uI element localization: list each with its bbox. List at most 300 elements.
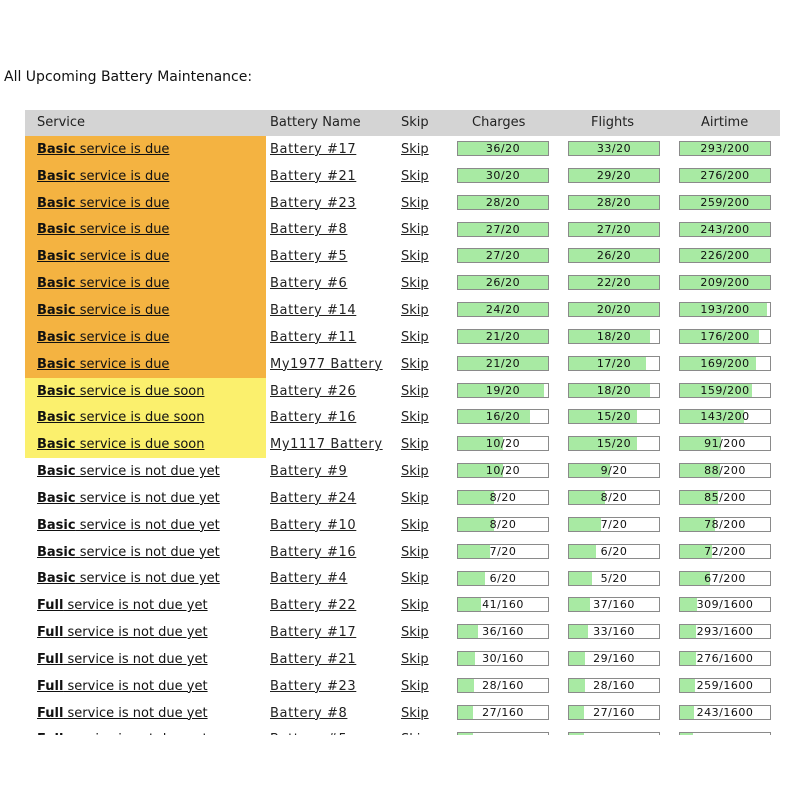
table-header <box>25 110 780 136</box>
service-type: Basic <box>37 490 76 506</box>
service-link[interactable] <box>37 169 169 184</box>
table-row <box>25 270 780 297</box>
charges-value: 6/20 <box>489 571 517 585</box>
airtime-value: 259/200 <box>700 195 750 209</box>
service-status: service is due <box>75 141 170 157</box>
battery-name-cell <box>270 566 347 593</box>
service-status: service is due <box>75 195 170 211</box>
service-cell <box>25 512 266 539</box>
table-row <box>25 673 780 700</box>
service-link[interactable] <box>37 142 169 157</box>
airtime-bar <box>679 356 771 371</box>
charges-value: 30/160 <box>482 652 524 666</box>
flights-value: 29/160 <box>593 652 635 666</box>
flights-bar <box>568 490 660 505</box>
charges-value: 19/20 <box>485 383 521 397</box>
flights-value: 29/20 <box>596 168 632 182</box>
service-status: service is due <box>75 302 170 318</box>
airtime-bar <box>679 517 771 532</box>
table-row <box>25 539 780 566</box>
skip-link[interactable]: Skip <box>401 249 429 265</box>
skip-cell <box>401 512 429 539</box>
airtime-value: 276/1600 <box>696 652 754 666</box>
charges-bar <box>457 383 549 398</box>
header-skip: Skip <box>401 115 429 130</box>
battery-name-cell <box>270 217 347 244</box>
service-link[interactable] <box>37 249 169 264</box>
charges-bar <box>457 302 549 317</box>
airtime-value: 143/200 <box>700 410 750 424</box>
service-status: service is not due yet <box>63 705 208 721</box>
flights-bar <box>568 356 660 371</box>
service-status: service is due <box>75 249 170 265</box>
flights-bar <box>568 436 660 451</box>
battery-name-cell <box>270 404 356 431</box>
skip-cell <box>401 592 429 619</box>
charges-bar <box>457 356 549 371</box>
flights-bar <box>568 624 660 639</box>
service-type: Full <box>37 598 64 614</box>
airtime-value: 85/200 <box>704 490 746 504</box>
service-type: Basic <box>37 356 76 372</box>
service-link[interactable] <box>37 410 204 425</box>
flights-value: 37/160 <box>593 598 635 612</box>
service-cell <box>25 351 266 378</box>
airtime-value: 88/200 <box>704 464 746 478</box>
battery-name-cell <box>270 163 356 190</box>
skip-cell <box>401 673 429 700</box>
skip-cell <box>401 404 429 431</box>
table-row <box>25 378 780 405</box>
charges-bar <box>457 705 549 720</box>
battery-name-cell <box>270 297 356 324</box>
skip-link[interactable]: Skip <box>401 168 429 184</box>
battery-name-cell <box>270 619 356 646</box>
service-status: service is not due yet <box>75 517 220 533</box>
battery-name-cell <box>270 324 356 351</box>
battery-link[interactable]: Battery #16 <box>270 544 357 560</box>
charges-bar <box>457 141 549 156</box>
skip-cell <box>401 378 429 405</box>
charges-value: 30/20 <box>485 168 521 182</box>
battery-link[interactable]: Battery #17 <box>270 625 357 641</box>
flights-value: 33/20 <box>596 142 632 155</box>
airtime-bar <box>679 651 771 666</box>
table-row <box>25 243 780 270</box>
header-service: Service <box>37 115 86 130</box>
battery-name-cell <box>270 646 356 673</box>
service-type: Full <box>37 625 64 641</box>
table-row <box>25 592 780 619</box>
service-status: service is due <box>75 168 170 184</box>
charges-value: 21/20 <box>485 356 521 370</box>
service-status: service is due soon <box>75 410 205 426</box>
maintenance-table <box>25 110 780 735</box>
table-row <box>25 163 780 190</box>
flights-bar <box>568 329 660 344</box>
service-cell <box>25 163 266 190</box>
service-type: Basic <box>37 410 76 426</box>
battery-name-cell <box>270 243 347 270</box>
service-cell <box>25 297 266 324</box>
charges-value: 28/160 <box>482 678 524 692</box>
table-row <box>25 431 780 458</box>
skip-link[interactable]: Skip <box>401 437 429 453</box>
flights-bar <box>568 597 660 612</box>
airtime-value: 193/200 <box>700 303 750 317</box>
service-status: service is due <box>75 276 170 292</box>
service-cell <box>25 431 266 458</box>
airtime-value: 209/200 <box>700 276 750 290</box>
service-link[interactable] <box>37 545 220 560</box>
service-type: Basic <box>37 249 76 265</box>
flights-value: 9/20 <box>600 464 628 478</box>
service-link[interactable] <box>37 222 169 237</box>
page-title: All Upcoming Battery Maintenance: <box>4 69 253 85</box>
airtime-value: 276/200 <box>700 168 750 182</box>
skip-link[interactable]: Skip <box>401 141 429 157</box>
battery-link[interactable]: Battery #24 <box>270 490 357 506</box>
battery-name-cell <box>270 485 356 512</box>
service-link[interactable] <box>37 625 208 640</box>
airtime-bar <box>679 302 771 317</box>
battery-name-cell <box>270 270 347 297</box>
skip-link[interactable]: Skip <box>401 464 429 480</box>
service-link[interactable] <box>37 437 204 452</box>
skip-cell <box>401 297 429 324</box>
table-row <box>25 324 780 351</box>
skip-link[interactable]: Skip <box>401 625 429 641</box>
service-cell <box>25 673 266 700</box>
skip-link[interactable]: Skip <box>401 410 429 426</box>
charges-bar <box>457 678 549 693</box>
service-type: Basic <box>37 383 76 399</box>
airtime-bar <box>679 141 771 156</box>
airtime-value: 159/200 <box>700 383 750 397</box>
table-row <box>25 458 780 485</box>
charges-bar <box>457 651 549 666</box>
service-link[interactable] <box>37 598 208 613</box>
service-link[interactable] <box>37 330 169 345</box>
service-type: Basic <box>37 276 76 292</box>
header-battery-name: Battery Name <box>270 115 361 130</box>
charges-bar <box>457 624 549 639</box>
airtime-bar <box>679 544 771 559</box>
skip-cell <box>401 270 429 297</box>
battery-link[interactable]: Battery #23 <box>270 195 357 211</box>
battery-link[interactable]: Battery #21 <box>270 651 357 667</box>
service-link[interactable] <box>37 196 169 211</box>
flights-value: 22/20 <box>596 276 632 290</box>
skip-cell <box>401 619 429 646</box>
airtime-bar <box>679 195 771 210</box>
service-type: Basic <box>37 168 76 184</box>
skip-link[interactable]: Skip <box>401 705 429 721</box>
charges-value: 41/160 <box>482 598 524 612</box>
service-cell <box>25 485 266 512</box>
charges-value: 8/20 <box>489 490 517 504</box>
airtime-bar <box>679 678 771 693</box>
service-cell <box>25 243 266 270</box>
flights-value: 17/20 <box>596 356 632 370</box>
flights-bar <box>568 383 660 398</box>
skip-cell <box>401 485 429 512</box>
service-link[interactable] <box>37 491 220 506</box>
charges-bar <box>457 168 549 183</box>
service-cell <box>25 190 266 217</box>
battery-name-cell <box>270 592 356 619</box>
skip-link[interactable]: Skip <box>401 544 429 560</box>
service-status: service is due soon <box>75 383 205 399</box>
service-type: Basic <box>37 464 76 480</box>
service-cell <box>25 566 266 593</box>
airtime-bar <box>679 409 771 424</box>
flights-bar <box>568 409 660 424</box>
flights-value: 27/160 <box>593 705 635 719</box>
table-row <box>25 297 780 324</box>
service-link[interactable] <box>37 571 220 586</box>
skip-link[interactable]: Skip <box>401 383 429 399</box>
airtime-bar <box>679 571 771 586</box>
service-status: service is not due yet <box>63 625 208 641</box>
airtime-value: 67/200 <box>704 571 746 585</box>
flights-value: 28/20 <box>596 195 632 209</box>
header-flights: Flights <box>591 115 635 130</box>
charges-value: 24/20 <box>485 303 521 317</box>
service-status: service is due <box>75 356 170 372</box>
service-link[interactable] <box>37 303 169 318</box>
battery-link[interactable]: My1117 Battery <box>270 437 383 453</box>
airtime-value: 72/200 <box>704 544 746 558</box>
viewport-cutoff <box>0 735 800 800</box>
table-row <box>25 404 780 431</box>
service-status: service is not due yet <box>63 678 208 694</box>
battery-link[interactable]: Battery #21 <box>270 168 357 184</box>
service-cell <box>25 592 266 619</box>
service-cell <box>25 539 266 566</box>
skip-link[interactable]: Skip <box>401 329 429 345</box>
service-status: service is due <box>75 222 170 238</box>
battery-link[interactable]: Battery #8 <box>270 705 348 721</box>
header-charges: Charges <box>472 115 526 130</box>
skip-link[interactable]: Skip <box>401 517 429 533</box>
service-type: Basic <box>37 571 76 587</box>
flights-bar <box>568 248 660 263</box>
battery-link[interactable]: Battery #17 <box>270 141 357 157</box>
charges-value: 8/20 <box>489 517 517 531</box>
battery-link[interactable]: Battery #9 <box>270 464 348 480</box>
airtime-value: 293/200 <box>700 142 750 155</box>
skip-link[interactable]: Skip <box>401 571 429 587</box>
battery-name-cell <box>270 700 347 727</box>
charges-bar <box>457 329 549 344</box>
skip-cell <box>401 217 429 244</box>
battery-link[interactable]: Battery #4 <box>270 571 348 587</box>
service-type: Basic <box>37 302 76 318</box>
flights-value: 33/160 <box>593 625 635 639</box>
airtime-bar <box>679 597 771 612</box>
service-link[interactable] <box>37 357 169 372</box>
battery-link[interactable]: Battery #11 <box>270 329 357 345</box>
skip-cell <box>401 539 429 566</box>
service-status: service is not due yet <box>63 651 208 667</box>
flights-value: 7/20 <box>600 517 628 531</box>
service-cell <box>25 217 266 244</box>
flights-bar <box>568 195 660 210</box>
airtime-value: 226/200 <box>700 249 750 263</box>
battery-link[interactable]: Battery #26 <box>270 383 357 399</box>
service-status: service is not due yet <box>75 571 220 587</box>
charges-bar <box>457 222 549 237</box>
battery-link[interactable]: Battery #6 <box>270 276 348 292</box>
service-cell <box>25 700 266 727</box>
skip-link[interactable]: Skip <box>401 356 429 372</box>
table-row <box>25 351 780 378</box>
charges-value: 16/20 <box>485 410 521 424</box>
battery-link[interactable]: Battery #23 <box>270 678 357 694</box>
service-type: Full <box>37 651 64 667</box>
flights-bar <box>568 168 660 183</box>
flights-bar <box>568 302 660 317</box>
charges-value: 21/20 <box>485 329 521 343</box>
charges-value: 36/160 <box>482 625 524 639</box>
skip-link[interactable]: Skip <box>401 651 429 667</box>
battery-name-cell <box>270 136 356 163</box>
airtime-value: 78/200 <box>704 517 746 531</box>
skip-cell <box>401 351 429 378</box>
table-row <box>25 217 780 244</box>
charges-bar <box>457 436 549 451</box>
charges-bar <box>457 517 549 532</box>
table-row <box>25 136 780 163</box>
airtime-bar <box>679 490 771 505</box>
table-row <box>25 566 780 593</box>
service-type: Basic <box>37 437 76 453</box>
flights-value: 8/20 <box>600 490 628 504</box>
battery-link[interactable]: Battery #22 <box>270 598 357 614</box>
skip-link[interactable]: Skip <box>401 598 429 614</box>
service-type: Basic <box>37 517 76 533</box>
skip-cell <box>401 190 429 217</box>
battery-name-cell <box>270 190 356 217</box>
table-row <box>25 190 780 217</box>
table-row <box>25 646 780 673</box>
flights-value: 6/20 <box>600 544 628 558</box>
charges-bar <box>457 248 549 263</box>
flights-value: 18/20 <box>596 383 632 397</box>
battery-name-cell <box>270 378 356 405</box>
battery-link[interactable]: Battery #5 <box>270 249 348 265</box>
battery-link[interactable]: Battery #16 <box>270 410 357 426</box>
table-row <box>25 485 780 512</box>
flights-value: 28/160 <box>593 678 635 692</box>
service-status: service is due soon <box>75 437 205 453</box>
charges-value: 10/20 <box>485 437 521 451</box>
service-link[interactable] <box>37 679 208 694</box>
service-type: Basic <box>37 544 76 560</box>
flights-bar <box>568 275 660 290</box>
skip-cell <box>401 136 429 163</box>
skip-cell <box>401 163 429 190</box>
battery-link[interactable]: My1977 Battery <box>270 356 383 372</box>
charges-value: 28/20 <box>485 195 521 209</box>
skip-link[interactable]: Skip <box>401 678 429 694</box>
airtime-bar <box>679 329 771 344</box>
charges-bar <box>457 490 549 505</box>
flights-value: 18/20 <box>596 329 632 343</box>
service-cell <box>25 619 266 646</box>
flights-bar <box>568 651 660 666</box>
battery-name-cell <box>270 512 356 539</box>
service-link[interactable] <box>37 518 220 533</box>
charges-value: 10/20 <box>485 464 521 478</box>
service-link[interactable] <box>37 652 208 667</box>
battery-link[interactable]: Battery #14 <box>270 302 357 318</box>
header-airtime: Airtime <box>701 115 749 130</box>
airtime-bar <box>679 436 771 451</box>
charges-value: 7/20 <box>489 544 517 558</box>
service-link[interactable] <box>37 384 204 399</box>
charges-bar <box>457 275 549 290</box>
battery-link[interactable]: Battery #8 <box>270 222 348 238</box>
airtime-bar <box>679 168 771 183</box>
airtime-value: 169/200 <box>700 356 750 370</box>
charges-value: 36/20 <box>485 142 521 155</box>
service-cell <box>25 458 266 485</box>
charges-bar <box>457 544 549 559</box>
flights-bar <box>568 571 660 586</box>
airtime-value: 243/1600 <box>696 705 754 719</box>
skip-cell <box>401 646 429 673</box>
service-cell <box>25 404 266 431</box>
service-cell <box>25 136 266 163</box>
skip-link[interactable]: Skip <box>401 195 429 211</box>
battery-name-cell <box>270 539 356 566</box>
charges-value: 27/20 <box>485 222 521 236</box>
airtime-bar <box>679 275 771 290</box>
airtime-value: 259/1600 <box>696 678 754 692</box>
service-status: service is due <box>75 329 170 345</box>
battery-name-cell <box>270 431 383 458</box>
service-link[interactable] <box>37 464 220 479</box>
charges-bar <box>457 597 549 612</box>
airtime-value: 293/1600 <box>696 625 754 639</box>
skip-cell <box>401 700 429 727</box>
skip-cell <box>401 431 429 458</box>
skip-link[interactable]: Skip <box>401 276 429 292</box>
table-row <box>25 512 780 539</box>
service-link[interactable] <box>37 706 208 721</box>
service-cell <box>25 270 266 297</box>
service-link[interactable] <box>37 276 169 291</box>
service-status: service is not due yet <box>75 544 220 560</box>
skip-cell <box>401 243 429 270</box>
flights-value: 5/20 <box>600 571 628 585</box>
airtime-bar <box>679 705 771 720</box>
flights-value: 15/20 <box>596 410 632 424</box>
skip-link[interactable]: Skip <box>401 222 429 238</box>
charges-value: 27/20 <box>485 249 521 263</box>
airtime-value: 91/200 <box>704 437 746 451</box>
skip-link[interactable]: Skip <box>401 302 429 318</box>
airtime-value: 243/200 <box>700 222 750 236</box>
flights-value: 27/20 <box>596 222 632 236</box>
service-cell <box>25 646 266 673</box>
skip-cell <box>401 458 429 485</box>
skip-link[interactable]: Skip <box>401 490 429 506</box>
battery-link[interactable]: Battery #10 <box>270 517 357 533</box>
airtime-bar <box>679 624 771 639</box>
